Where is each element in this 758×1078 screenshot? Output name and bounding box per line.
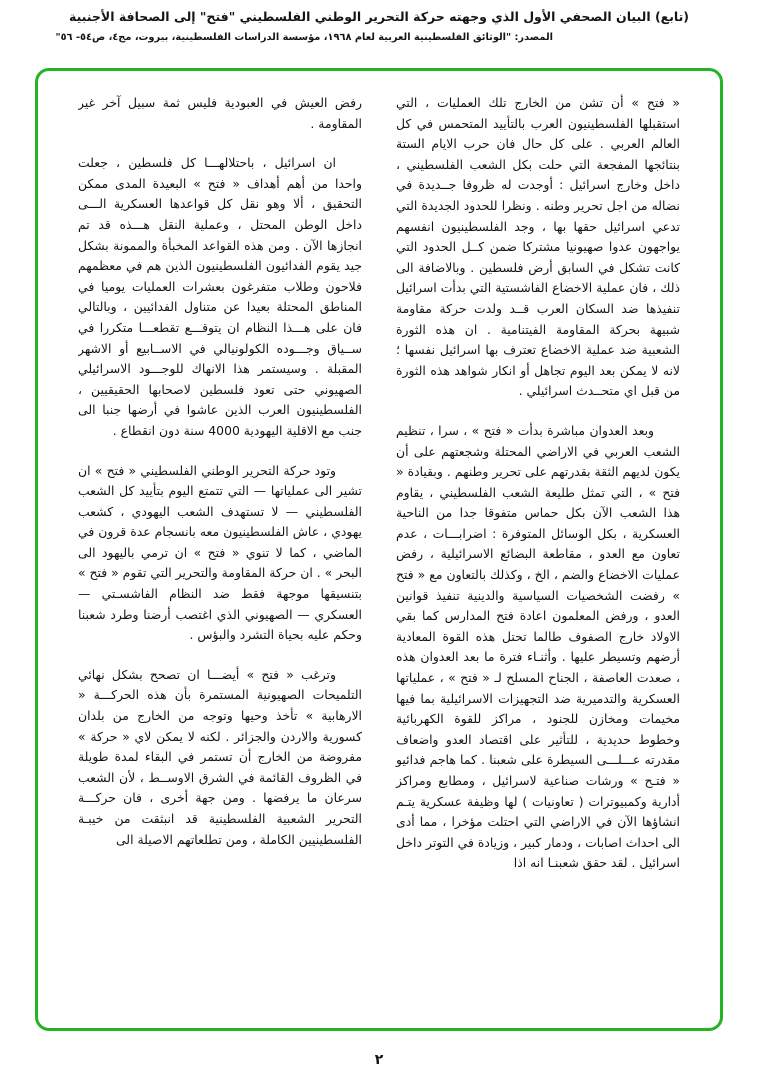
- column-right: [396, 93, 680, 1006]
- content-frame: [35, 68, 723, 1031]
- paragraph-right-2: وبعد العدوان مباشرة بدأت « فتح » ، سرا ، تنظيم الشعب العربي في الاراضي المحتلة وشجعتهم على أن يكون لديهم الثقة بقدرتهم على تحرير وطنهم . وبقيادة « فتح » ، التي تمثل طليعة الشعب الفلسطيني ، يقاوم هذا الشعب الآن بكل حماس متفوقا جدا من الناحية العسكرية ، بكل الوسائل المتوفرة : اضرابـــات ، عدم تعاون مع العدو ، مقاطعة البضائع الاسرائيلية ، رفض عمليات الاخضاع والضم ، الخ ، وكذلك بالتعاون مع « فتح » رفضت الشخصيات السياسية والدينية تنفيذ قوانين العدو ، ورفض المعلمون اعادة فتح المدارس كما بقي الاولاد خارج الصفوف طالما تحتل هذه القوة المعادية أرضهم وتسيطر عليها . وأثنـاء فترة ما بعد العدوان هذه ، صعدت العاصفة ، الجناح المسلح لـ « فتح » ، عملياتها العسكرية والتدميرية ضد التجهيزات الاسرائيلية بما فيها مخيمات ومخازن للجنود ، مراكز للقوة الكهربائية وخطوط حديدية ، للتأثير على اقتصاد العدو واضعاف مقدرته عـــلـــى السيطرة على شعبنا . كما هاجم فدائيو « فتـح » ورشات صناعية لاسرائيل ، ومطابع ومراكز أدارية وكمبيوترات ( تعاونيات ) لها وظيفة عسكرية يتـم انشاؤها الآن في الاراضي التي احتلت مؤخرا ، مما أدى الى احداث اصابات ، ودمار كبير ، وزيادة في التوتر داخل اسرائيل . لقد حقق شعبنـا انه اذا: [396, 422, 680, 871]
- text-columns: [78, 93, 680, 1006]
- page-footer: [0, 1049, 758, 1068]
- document-header: [0, 9, 758, 43]
- paragraph-right-1: « فتح » أن تشن من الخارج تلك العمليات ، التي استقبلها الفلسطينيون العرب بالتأييد المتحمس في كل العالم العربي . على كل حال فان حرب الايام الستة بنتائجها المفجعة التي حلت بكل الشعب الفلسطيني ، داخل وخارج اسرائيل : أوجدت له ظروفا جــديدة في نضاله من اجل تحرير وطنه . ونظرا للحدود الجديدة التي تدعي اسرائيل حقها بها ، وجد الفلسطينيون انفسهم يواجهون عدوا صهيونيا مشتركا ضمن كــل الحدود التي كانت تشكل في السابق أرض فلسطين . وبالاضافة الى ذلك ، فان عملية الاخضاع الفاشستية التي بدأت اسرائيل تنفيذها ضد السكان العرب قــد ولدت حركة مقاومة شبيهة بحركة المقاومة الفيتنامية . ان هذه الثورة الشعبية ضد عملية الاخضاع تعترف بها اسرائيل نفسها ؛ لانه لا يمكن بعد اليوم تجاهل أو انكار شواهد هذه الثورة من قبل اي متحــدث اسرائيلي .: [396, 95, 680, 399]
- column-left: [78, 93, 362, 1006]
- paragraph-left-1: رفض العيش في العبودية فليس ثمة سبيل آخر غير المقاومة .: [78, 95, 362, 131]
- paragraph-left-3: وتود حركة التحرير الوطني الفلسطيني « فتح » ان تشير الى عملياتها — التي تتمتع اليوم بتأييد كل الشعب الفلسطيني — لا تستهدف الشعب اليهودي ، كشعب يهودي ، عاش الفلسطينيون معه بانسجام عدة قرون في الماضي ، كما لا تنوي « فتح » ان ترمي باليهود الى البحر » . ان حركة المقاومة والتحرير التي تقوم « فتح » بتنسيقها موجهة فقط ضد النظام الفاشسـتي — العسكري — الصهيوني الذي اغتصب أرضنا وطرد شعبنا وحكم عليه بحياة التشرد والبؤس .: [78, 462, 362, 643]
- paragraph-left-4: وترغب « فتح » أيضـــا ان تصحح بشكل نهائي التلميحات الصهيونية المستمرة بأن هذه الحركـــة « الارهابية » تأخذ وحيها وتوجه من الخارج من بلدان كسورية والاردن والجزائر . لكنه لا يمكن لاي « حركة » مفروضة من الخارج أن تستمر في البقاء لمدة طويلة في الظروف القائمة في الشرق الاوســط ، لأن الشعب سرعان ما يرفضها . ومن جهة أخرى ، فان حركـــة التحرير الشعبية الفلسطينية قد انبثقت من خيبـة الفلسطينيين الكاملة ، ومن تطلعاتهم الاصيلة الى: [78, 666, 362, 847]
- page-number: ٢: [374, 1052, 384, 1068]
- source-line: المصدر: "الوثائق الفلسطينية العربية لعام ١٩٦٨، مؤسسة الدراسات الفلسطينية، بيروت، مج٤، ص٥٤- ٥٦": [55, 32, 553, 43]
- paragraph-left-2: ان اسرائيل ، باحتلالهـــا كل فلسطين ، جعلت واحدا من أهم أهداف « فتح » البعيدة المدى ممكن التحقيق ، ألا وهو نقل كل قواعدها العسكرية الـــى داخل الوطن المحتل ، وعملية النقل هـــذه قد تم انجازها الآن . ومن هذه القواعد المخبأة والممونة بشكل جيد يقوم الفدائيون الفلسطينيون الذين هم في معظمهم فلاحون وطلاب متفرغون بعشرات العمليات يوميا في المناطق المحتلة بعيدا عن متناول الفدائيين ، وبالتالي فان على هـــذا النظام ان يتوقـــع تقطعـــا متكررا في ســياق وجـــوده الكولونيالي في الاســابيع أو الاشهر المقبلة . وسيستمر هذا الانهاك للوجـــود الاسرائيلي الصهيوني حتى تعود فلسطين لاصحابها الحقيقيين ، الفلسطينيون العرب الذين عاشوا في أرضها جنبا الى جنب مع الاقلية اليهودية 4000 سنة دون انقطاع .: [78, 155, 362, 438]
- page-title: (تابع) البيان الصحفي الأول الذي وجهته حركة التحرير الوطني الفلسطيني "فتح" إلى الصحافة الأجنبية: [68, 9, 690, 24]
